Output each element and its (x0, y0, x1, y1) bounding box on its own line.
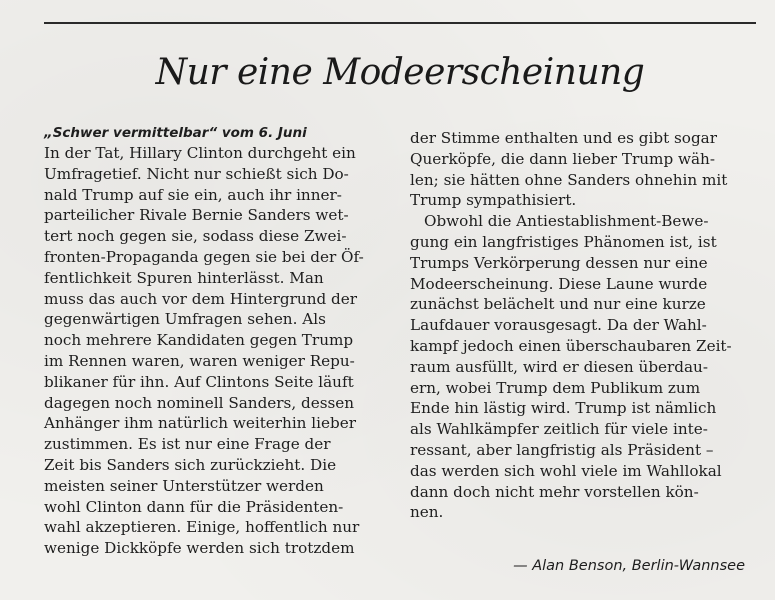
reference-line: „Schwer vermittelbar“ vom 6. Juni (44, 125, 307, 141)
top-rule (44, 22, 756, 24)
text-line: Modeerscheinung. Diese Laune wurde (410, 274, 708, 293)
text-line: muss das auch vor dem Hintergrund der (44, 289, 357, 308)
text-line: im Rennen waren, waren weniger Repu- (44, 351, 355, 370)
text-line: Zeit bis Sanders sich zurückzieht. Die (44, 455, 337, 474)
text-line: nen. (410, 503, 444, 522)
text-line: Trump sympathisiert. (410, 191, 577, 210)
right-column (410, 128, 766, 523)
text-line: wenige Dickköpfe werden sich trotzdem (44, 539, 355, 558)
text-line: noch mehrere Kandidaten gegen Trump (44, 331, 354, 350)
text-line: wohl Clinton dann für die Präsidenten- (44, 497, 344, 516)
text-line: nald Trump auf sie ein, auch ihr inner- (44, 185, 342, 204)
text-line: In der Tat, Hillary Clinton durchgeht ein (44, 144, 356, 162)
text-line: als Wahlkämpfer zeitlich für viele inte- (410, 420, 708, 439)
author-signature: — Alan Benson, Berlin-Wannsee (513, 558, 745, 574)
text-line: kampf jedoch einen überschaubaren Zeit- (410, 336, 732, 355)
text-line: Laufdauer vorausgesagt. Da der Wahl- (410, 316, 707, 335)
text-line: blikaner für ihn. Auf Clintons Seite läuft (44, 372, 354, 391)
text-line: Ende hin lästig wird. Trump ist nämlich (410, 399, 717, 418)
text-line: ressant, aber langfristig als Präsident – (410, 440, 714, 459)
text-line: dann doch nicht mehr vorstellen kön- (410, 482, 699, 501)
text-line: Querköpfe, die dann lieber Trump wäh- (410, 149, 715, 168)
right-paragraph-1 (410, 128, 766, 211)
text-line: len; sie hätten ohne Sanders ohnehin mit (410, 170, 728, 189)
text-line: Anhänger ihm natürlich weiterhin lieber (44, 414, 356, 433)
text-line: das werden sich wohl viele im Wahllokal (410, 461, 722, 480)
text-line: der Stimme enthalten und es gibt sogar (410, 129, 717, 147)
text-line: raum ausfüllt, wird er diesen überdau- (410, 357, 708, 376)
text-line: fentlichkeit Spuren hinterlässt. Man (44, 268, 324, 287)
text-line: Obwohl die Antiestablishment-Bewe- (424, 212, 709, 231)
text-line: fronten-Propaganda gegen sie bei der Öf- (44, 247, 364, 266)
text-line: wahl akzeptieren. Einige, hoffentlich nur (44, 518, 360, 537)
right-paragraph-2 (410, 211, 766, 523)
text-line: ern, wobei Trump dem Publikum zum (410, 378, 701, 397)
left-column (44, 123, 394, 559)
text-line: gegenwärtigen Umfragen sehen. Als (44, 310, 326, 329)
text-line: zunächst belächelt und nur eine kurze (410, 295, 706, 314)
text-line: parteilicher Rivale Bernie Sanders wet- (44, 206, 349, 225)
text-line: tert noch gegen sie, sodass diese Zwei- (44, 227, 347, 246)
left-paragraph (44, 143, 394, 559)
text-line: gung ein langfristiges Phänomen ist, ist (410, 232, 717, 251)
text-line: meisten seiner Unterstützer werden (44, 476, 324, 495)
text-line: zustimmen. Es ist nur eine Frage der (44, 435, 331, 454)
text-line: dagegen noch nominell Sanders, dessen (44, 393, 355, 412)
text-line: Trumps Verkörperung dessen nur eine (410, 253, 708, 272)
text-line: Umfragetief. Nicht nur schießt sich Do- (44, 164, 349, 183)
headline: Nur eine Modeerscheinung (155, 52, 645, 93)
